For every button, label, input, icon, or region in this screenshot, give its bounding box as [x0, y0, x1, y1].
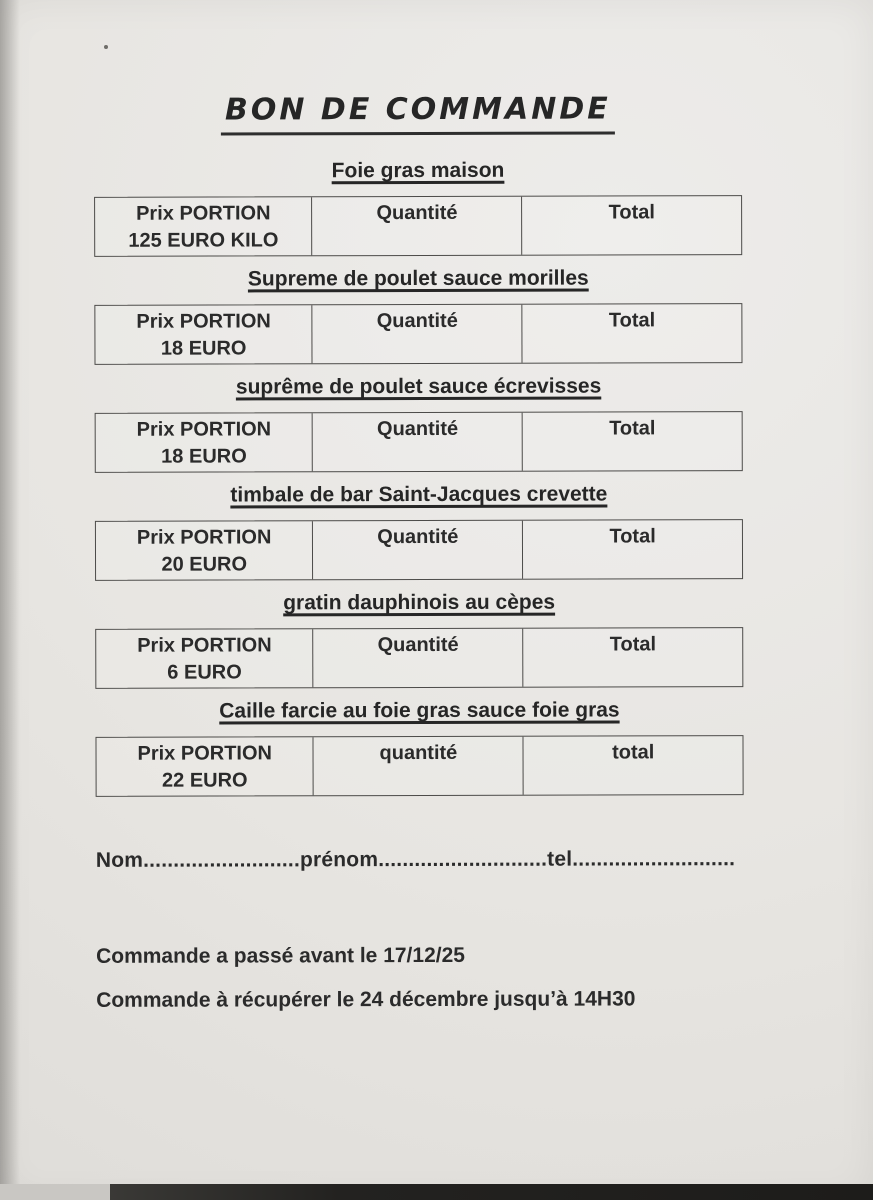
- document-title-wrap: [94, 91, 742, 136]
- price-cell: [96, 737, 313, 796]
- price-cell: [96, 521, 313, 580]
- document-title: BON DE COMMANDE: [221, 91, 615, 135]
- total-cell: [523, 736, 743, 795]
- section-title: Foie gras maison: [331, 158, 505, 183]
- quantity-cell: [312, 305, 522, 364]
- total-label: total: [612, 741, 655, 764]
- price-cell: [96, 629, 313, 688]
- section-title: Caille farcie au foie gras sauce foie gras: [219, 698, 620, 723]
- quantity-cell: [311, 197, 521, 256]
- total-label: Total: [609, 525, 656, 548]
- order-deadline-note: Commande a passé avant le 17/12/25: [96, 943, 465, 968]
- section-title: suprême de poulet sauce écrevisses: [235, 374, 602, 399]
- quantity-label: Quantité: [376, 201, 458, 225]
- price-label: Prix PORTION: [137, 634, 272, 657]
- section-title: timbale de bar Saint-Jacques crevette: [230, 482, 608, 507]
- order-table: [95, 627, 743, 689]
- order-table: [94, 303, 742, 365]
- section-title-wrap: [95, 482, 743, 508]
- section-title-wrap: [94, 158, 742, 184]
- document-content: [94, 91, 744, 1013]
- price-value: 18 EURO: [160, 337, 247, 360]
- scan-edge-left: [0, 0, 20, 1200]
- price-value: 6 EURO: [167, 661, 242, 684]
- price-label: Prix PORTION: [136, 310, 271, 333]
- total-cell: [522, 520, 742, 579]
- total-cell: [523, 628, 743, 687]
- order-table: [95, 519, 743, 581]
- price-label: Prix PORTION: [136, 418, 272, 441]
- section-title-wrap: [95, 374, 743, 400]
- price-cell: [95, 197, 312, 256]
- section-title-wrap: [95, 698, 743, 724]
- menu-section: [95, 374, 743, 473]
- quantity-cell: [313, 737, 523, 796]
- quantity-cell: [313, 629, 523, 688]
- quantity-cell: [312, 521, 522, 580]
- menu-section: [95, 590, 743, 689]
- order-table: [95, 411, 743, 473]
- price-value: 18 EURO: [161, 445, 247, 468]
- price-value: 20 EURO: [161, 553, 248, 576]
- section-title: Supreme de poulet sauce morilles: [247, 266, 589, 291]
- quantity-label: Quantité: [376, 309, 458, 333]
- menu-section: [95, 482, 743, 581]
- section-title-wrap: [94, 266, 742, 292]
- total-cell: [521, 196, 741, 255]
- price-label: Prix PORTION: [136, 202, 271, 225]
- menu-section: [95, 698, 743, 797]
- price-label: Prix PORTION: [137, 742, 272, 765]
- pickup-note: Commande à récupérer le 24 décembre jusqu’à 14H30: [96, 987, 636, 1012]
- section-title-wrap: [95, 590, 743, 616]
- quantity-label: Quantité: [377, 525, 459, 549]
- total-label: Total: [608, 309, 656, 332]
- quantity-label: Quantité: [376, 417, 459, 441]
- scan-edge-bottom-dark: [110, 1184, 873, 1200]
- total-cell: [522, 304, 742, 363]
- price-label: Prix PORTION: [136, 526, 272, 549]
- scan-edge-bottom-light: [0, 1184, 110, 1200]
- price-cell: [96, 413, 313, 472]
- name-phone-line: Nom..........................prénom............................tel...........................: [95, 847, 736, 872]
- section-title: gratin dauphinois au cèpes: [283, 590, 556, 615]
- order-table: [95, 735, 743, 797]
- total-label: Total: [608, 201, 655, 224]
- price-value: 125 EURO KILO: [128, 229, 279, 252]
- menu-section: [94, 266, 742, 365]
- scan-speck: [104, 45, 108, 49]
- total-label: Total: [609, 633, 657, 656]
- menu-section: [94, 158, 742, 257]
- quantity-label: quantité: [379, 741, 458, 765]
- order-table: [94, 195, 742, 257]
- price-value: 22 EURO: [161, 769, 248, 792]
- total-cell: [522, 412, 742, 471]
- quantity-label: Quantité: [377, 633, 459, 657]
- price-cell: [95, 305, 312, 364]
- total-label: Total: [609, 417, 656, 440]
- quantity-cell: [312, 413, 522, 472]
